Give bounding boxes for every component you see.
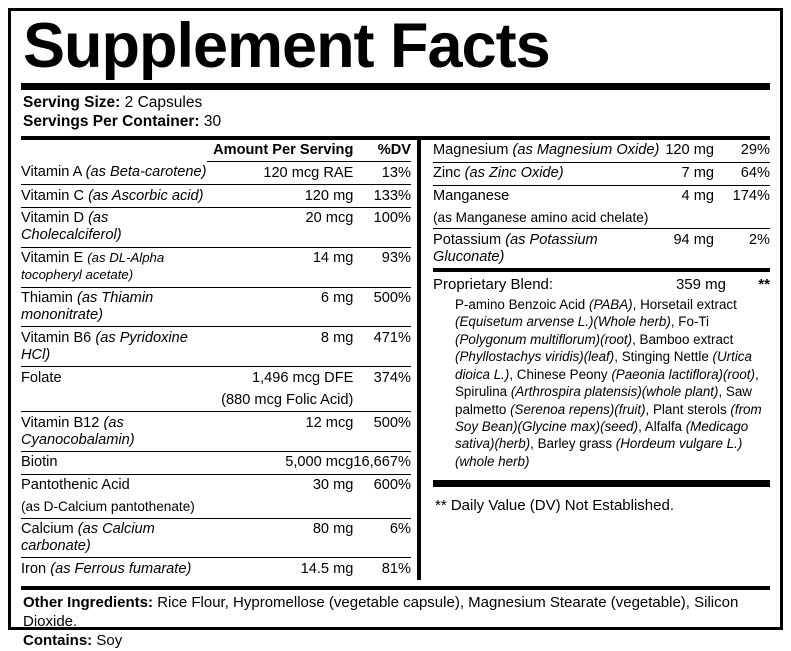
nutrient-label: Vitamin A: [21, 164, 82, 181]
nutrient-name: [21, 327, 207, 367]
nutrient-source: (as Potassium Gluconate): [433, 231, 598, 265]
nutrient-label: Calcium: [21, 521, 74, 538]
supplement-facts-panel: [8, 8, 783, 649]
proprietary-blend-ingredients: P-amino Benzoic Acid (PABA), Horsetail extract (Equisetum arvense L.)(Whole herb), Fo-Ti (Polygonum multiflorum)(root), Bamboo extract (Phyllostachys viridis)(leaf), Stinging Nettle (Urtica dioica L.), Chinese Peony (Paeonia lactiflora)(root), Spirulina (Arthrospira platensis)(whole plant), Saw palmetto (Serenoa repens)(fruit), Plant sterols (from Soy Bean)(Glycine max)(seed), Alfalfa (Medicago sativa)(herb), Barley grass (Hordeum vulgare L.)(whole herb): [455, 297, 762, 469]
nutrient-dv: 500%: [353, 412, 411, 452]
nutrient-name: [21, 207, 207, 247]
page-title: Supplement Facts: [23, 11, 550, 81]
serving-size-value: 2 Capsules: [124, 93, 203, 111]
other-ingredients-label: Other Ingredients:: [23, 594, 154, 612]
nutrient-name: [21, 518, 207, 558]
table-row: [21, 412, 411, 452]
serving-info: [23, 94, 770, 132]
blend-divider-bottom: [433, 480, 770, 487]
serving-size-line: [23, 94, 770, 113]
nutrient-label: Vitamin C: [21, 187, 84, 204]
header-amount-per-serving: Amount Per Serving: [207, 140, 353, 162]
nutrient-name: [21, 558, 207, 580]
nutrient-source: (as Cyanocobalamin): [21, 414, 135, 448]
table-row: [21, 558, 411, 580]
nutrient-amount: 4 mg: [681, 188, 714, 204]
nutrient-amount: 7 mg: [659, 162, 714, 185]
nutrient-amount: 30 mg: [312, 477, 354, 494]
nutrient-label: Vitamin D: [21, 210, 84, 227]
nutrient-dv: 174%: [732, 188, 770, 204]
table-row: [21, 327, 411, 367]
nutrient-dv: 374%: [373, 369, 411, 386]
proprietary-blend-amount: 359 mg: [675, 276, 726, 294]
nutrient-dv: 471%: [353, 327, 411, 367]
nutrient-amount-secondary: (880 mcg Folic Acid): [207, 389, 353, 411]
nutrient-source: (as DL-Alpha tocopheryl acetate): [21, 250, 165, 283]
nutrient-dv: 100%: [353, 207, 411, 247]
nutrient-name: [21, 412, 207, 452]
nutrient-amount: 1,496 mcg DFE: [251, 369, 354, 386]
other-ingredients-line: [23, 594, 768, 632]
nutrient-dv: 64%: [714, 162, 770, 185]
nutrient-source: (as Zinc Oxide): [464, 165, 564, 182]
nutrient-name: [21, 474, 207, 496]
nutrient-label: Vitamin B12: [21, 414, 100, 431]
serving-size-label: Serving Size:: [23, 93, 121, 111]
table-row: [21, 367, 411, 389]
nutrient-name: [21, 367, 207, 389]
nutrient-source: (as Magnesium Oxide): [512, 142, 660, 159]
nutrient-dv: 600%: [373, 477, 411, 494]
nutrient-label: Thiamin: [21, 290, 73, 307]
nutrient-dv: 16,667%: [353, 451, 411, 474]
table-row: [21, 247, 411, 287]
table-row: [21, 185, 411, 208]
table-row: [21, 474, 411, 496]
nutrient-label: Potassium: [433, 231, 502, 248]
servings-per-container-line: [23, 113, 770, 132]
contains-label: Contains:: [23, 631, 93, 649]
nutrient-amount: 5,000 mcg: [207, 451, 353, 474]
nutrient-source: (as Thiamin mononitrate): [21, 290, 154, 324]
nutrient-amount: 14.5 mg: [300, 560, 354, 577]
nutrient-amount: 20 mcg: [207, 207, 353, 247]
nutrient-label: Iron: [21, 560, 47, 577]
nutrient-source: (as Beta-carotene): [85, 164, 207, 181]
table-row: [433, 140, 770, 162]
nutrition-column-left: [21, 140, 411, 581]
nutrient-label: Zinc: [433, 165, 461, 182]
nutrient-source: (as Pyridoxine HCl): [21, 329, 188, 363]
nutrient-amount: 6 mg: [207, 287, 353, 327]
nutrient-amount: 80 mg: [207, 518, 353, 558]
contains-line: [23, 632, 768, 651]
table-row: [433, 185, 770, 207]
nutrient-dv: 29%: [714, 140, 770, 162]
nutrient-name: [433, 162, 659, 185]
nutrient-amount: 8 mg: [207, 327, 353, 367]
proprietary-blend-dv: **: [758, 276, 770, 294]
nutrient-source: (as D-Calcium pantothenate): [21, 497, 207, 518]
proprietary-blend-label: Proprietary Blend:: [433, 276, 554, 294]
nutrient-name: [21, 185, 207, 208]
nutrient-name: [21, 287, 207, 327]
nutrient-amount: 12 mcg: [207, 412, 353, 452]
nutrient-source: (as Cholecalciferol): [21, 210, 122, 244]
footer-text: [21, 590, 770, 650]
table-row: [21, 162, 411, 185]
table-row: [21, 287, 411, 327]
nutrient-amount: 120 mcg RAE: [207, 162, 353, 185]
header-blank: [21, 140, 207, 162]
nutrient-label: Manganese: [433, 188, 510, 204]
nutrient-dv: 500%: [353, 287, 411, 327]
table-row: [21, 451, 411, 474]
table-header-row: [21, 140, 411, 162]
nutrient-source: (as Ferrous fumarate): [50, 560, 192, 577]
nutrient-dv: 13%: [353, 162, 411, 185]
table-row: [433, 162, 770, 185]
nutrient-label: Folate: [21, 369, 62, 386]
table-row-continuation: [21, 497, 411, 518]
nutrient-source: (as Calcium carbonate): [21, 521, 155, 555]
nutrient-amount: 120 mg: [207, 185, 353, 208]
header-percent-dv: %DV: [353, 140, 411, 162]
nutrient-name: [433, 229, 659, 268]
nutrient-name: [433, 185, 659, 207]
title-divider: [21, 83, 770, 90]
nutrient-amount: 120 mg: [659, 140, 714, 162]
nutrient-source: (as Manganese amino acid chelate): [433, 207, 659, 228]
table-row-continuation: [433, 207, 770, 228]
table-row: [433, 229, 770, 268]
nutrient-dv: 2%: [748, 231, 770, 248]
proprietary-blend-row: [433, 272, 770, 295]
nutrient-dv: 6%: [353, 518, 411, 558]
contains-value: Soy: [96, 631, 123, 649]
table-row: [21, 207, 411, 247]
nutrient-label: Magnesium: [433, 142, 509, 159]
nutrient-dv: 133%: [353, 185, 411, 208]
table-row-continuation: [21, 389, 411, 411]
table-row: [21, 518, 411, 558]
nutrition-column-right: [417, 140, 770, 581]
nutrient-source: (as Ascorbic acid): [88, 187, 204, 204]
nutrient-label: Vitamin B6: [21, 329, 92, 346]
nutrient-amount: 14 mg: [207, 247, 353, 287]
nutrient-name: [21, 247, 207, 287]
other-ingredients-value: Rice Flour, Hypromellose (vegetable capsule), Magnesium Stearate (vegetable), Silicon Dioxide.: [23, 594, 739, 631]
nutrition-table-left: [21, 140, 411, 581]
servings-per-container-label: Servings Per Container:: [23, 112, 200, 130]
nutrient-name: [21, 162, 207, 185]
nutrient-name: [433, 140, 659, 162]
servings-per-container-value: 30: [203, 112, 222, 130]
nutrient-label: Pantothenic Acid: [21, 477, 130, 494]
nutrient-name: [21, 451, 207, 474]
dv-footnote: ** Daily Value (DV) Not Established.: [435, 497, 674, 515]
nutrition-columns: [21, 140, 770, 581]
nutrient-amount: 94 mg: [673, 231, 714, 248]
nutrient-dv: 81%: [381, 560, 411, 577]
nutrient-label: Biotin: [21, 454, 58, 471]
nutrient-dv: 93%: [353, 247, 411, 287]
nutrient-label: Vitamin E: [21, 250, 84, 267]
nutrition-table-right: [433, 140, 770, 268]
